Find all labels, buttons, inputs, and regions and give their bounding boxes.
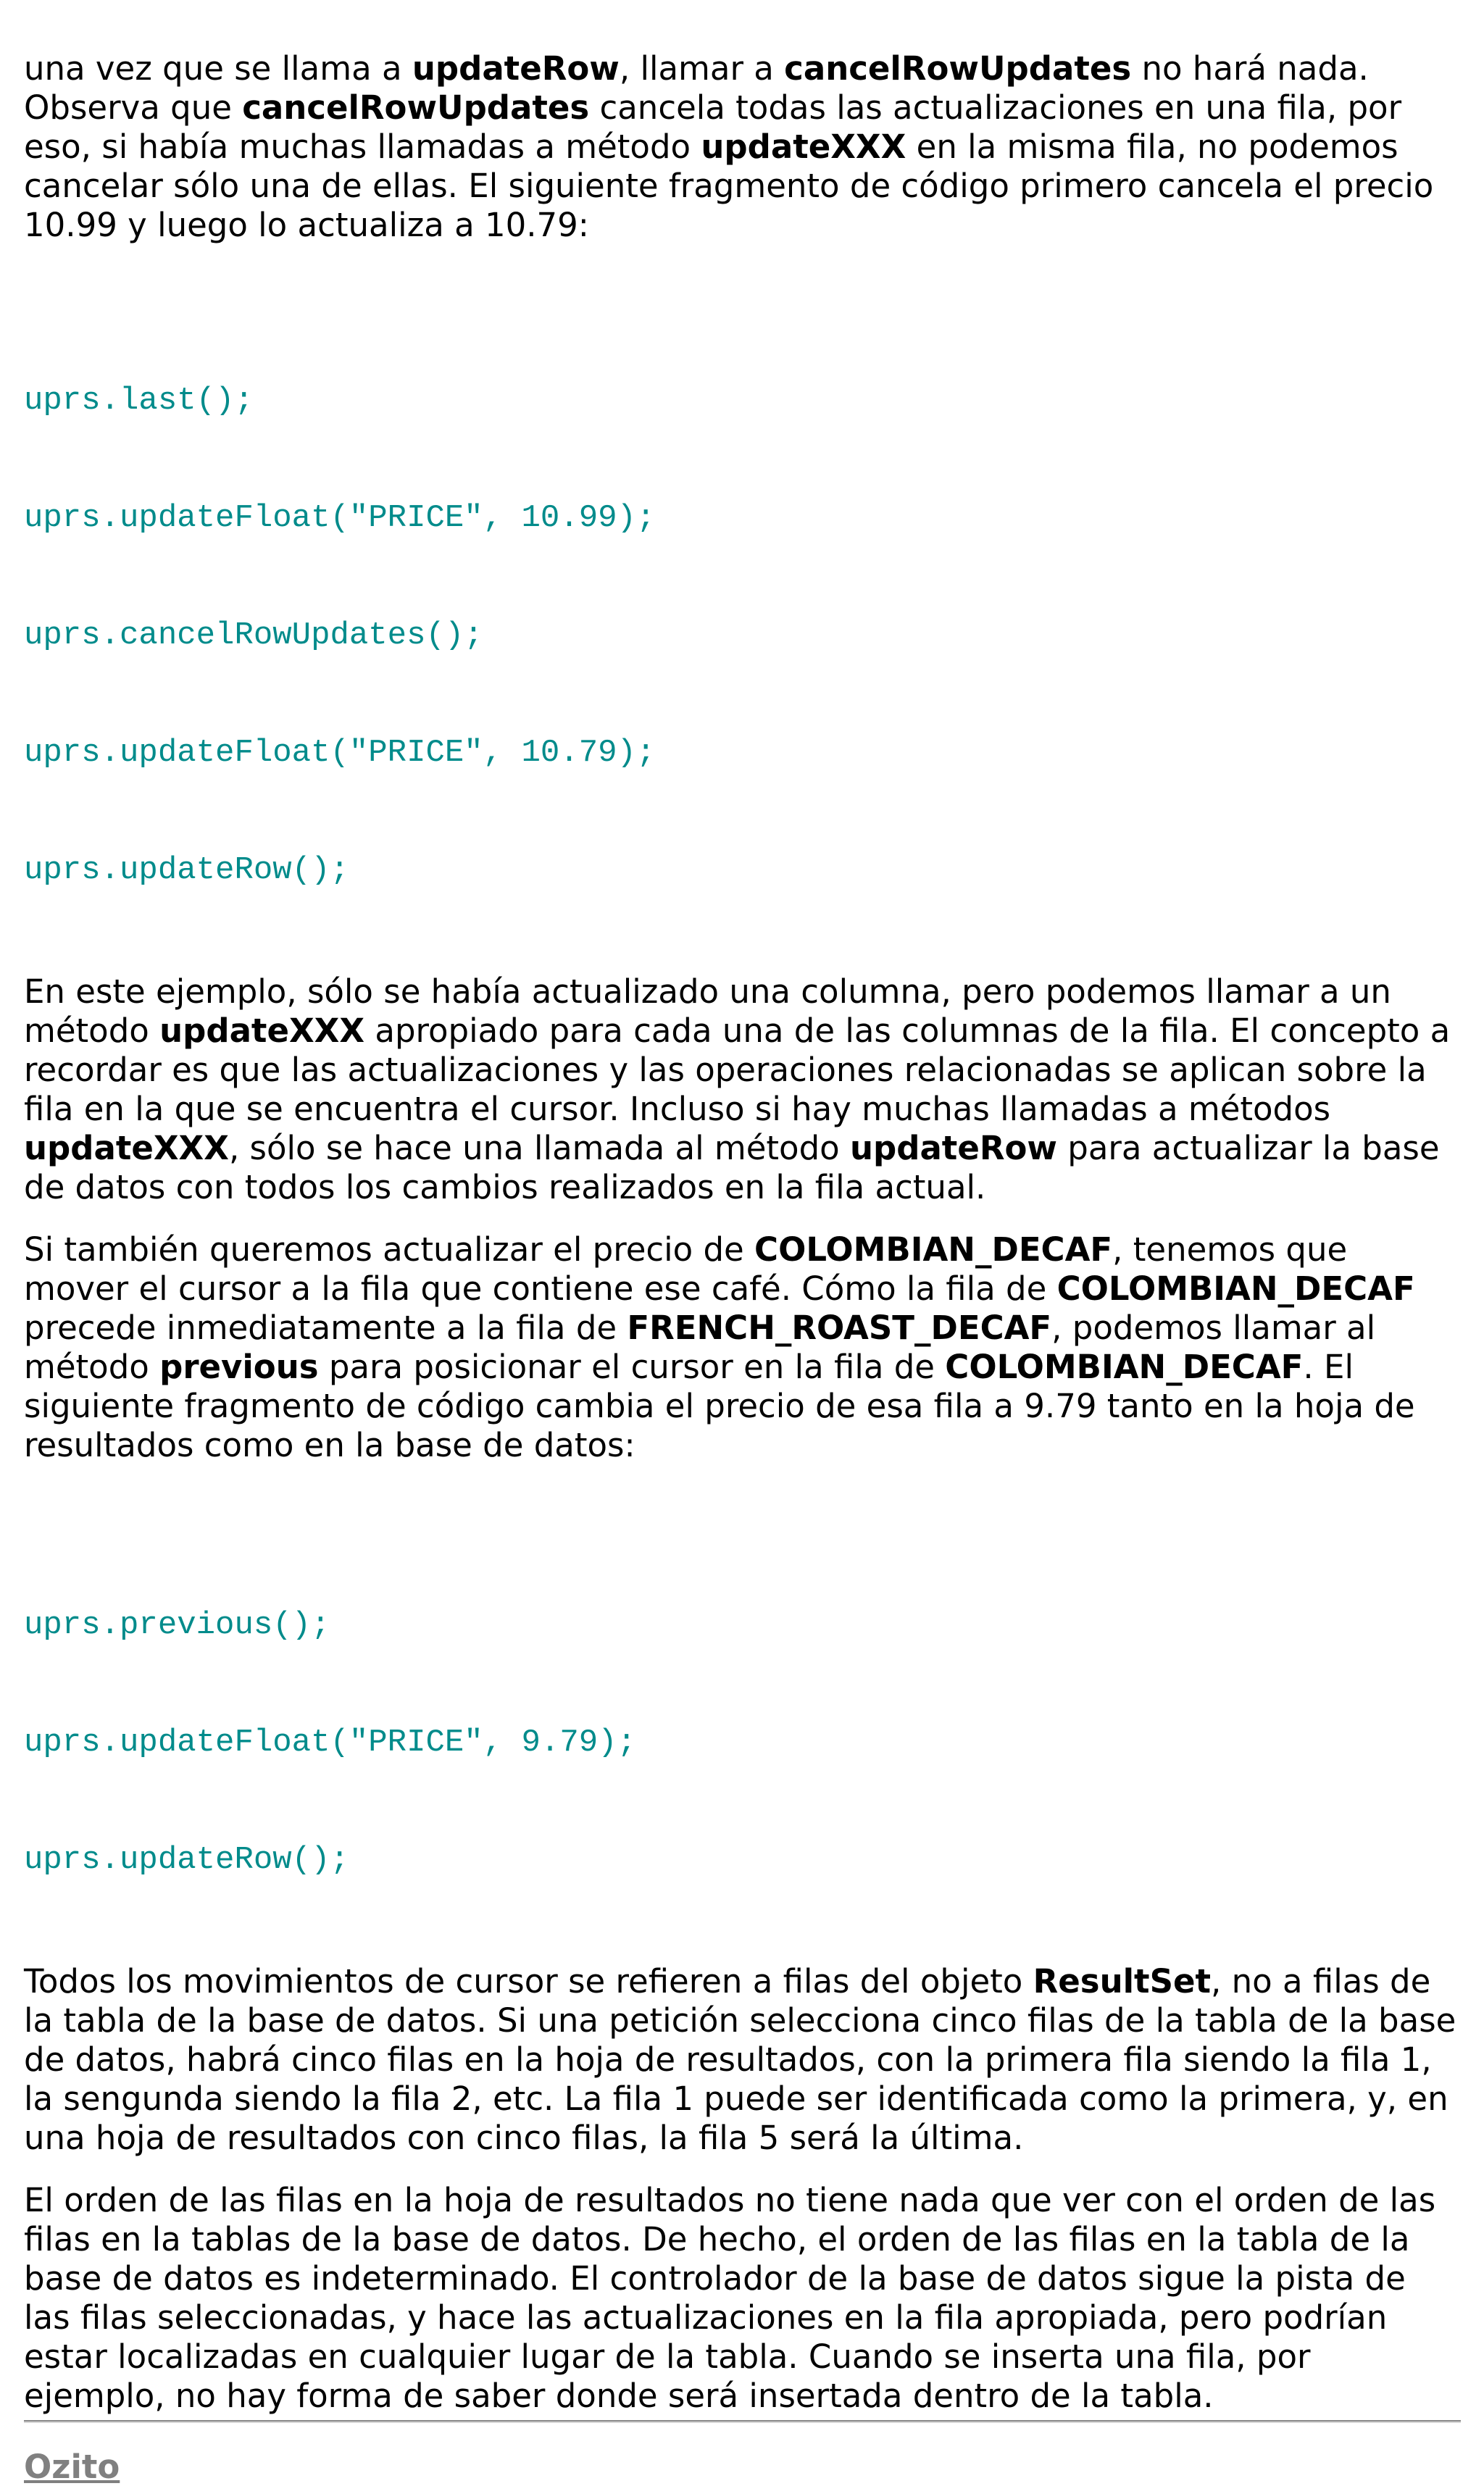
- text-run: El orden de las filas en la hoja de resultados no tiene nada que ver con el orden de las filas en la tablas de la base de datos. De hecho, el orden de las filas en la tabla de la base de datos es indeterminado. El controlador de la base de datos sigue la pista de las filas seleccionadas, y hace las actualizaciones en la fila apropiada, pero podrían estar localizadas en cualquier lugar de la tabla. Cuando se inserta una fila, por ejemplo, no hay forma de saber donde será insertada dentro de la tabla.: [24, 2181, 1436, 2415]
- text-run: precede inmediatamente a la fila de: [24, 1309, 628, 1347]
- ozito-link[interactable]: Ozito: [24, 2448, 120, 2486]
- text-run: no hará nada. Observa que: [24, 49, 1369, 127]
- bold-term: previous: [159, 1348, 319, 1386]
- code-line: uprs.last();: [24, 383, 254, 419]
- paragraph-update-example: [24, 972, 1461, 1207]
- bold-term: COLOMBIAN_DECAF: [754, 1230, 1113, 1269]
- text-run: para actualizar la base de datos con todos los cambios realizados en la fila actual.: [24, 1129, 1440, 1206]
- bold-term: cancelRowUpdates: [784, 49, 1132, 88]
- code-line: uprs.updateFloat("PRICE", 10.79);: [24, 735, 656, 771]
- bold-term: updateRow: [849, 1129, 1057, 1167]
- text-run: , tenemos que mover el cursor a la fila que contiene ese café. Cómo la fila de: [24, 1230, 1348, 1308]
- text-run: Si también queremos actualizar el precio de: [24, 1230, 755, 1269]
- text-run: , sólo se hace una llamada al método: [228, 1129, 850, 1167]
- text-run: , llamar a: [619, 49, 785, 88]
- code-line: uprs.previous();: [24, 1607, 330, 1643]
- text-run: En este ejemplo, sólo se había actualizado una columna, pero podemos llamar a un método: [24, 972, 1391, 1050]
- bold-term: FRENCH_ROAST_DECAF: [627, 1309, 1052, 1347]
- text-run: en la misma fila, no podemos cancelar sólo una de ellas. El siguiente fragmento de código primero cancela el precio 10.99 y luego lo actualiza a 10.79:: [24, 128, 1434, 244]
- text-run: , podemos llamar al método: [24, 1309, 1376, 1386]
- bold-term: COLOMBIAN_DECAF: [945, 1348, 1304, 1386]
- paragraph-cursor-movements: [24, 1962, 1461, 2158]
- text-run: , no a filas de la tabla de la base de datos. Si una petición selecciona cinco filas de la tabla de la base de datos, habrá cinco filas en la hoja de resultados, con la primera fila siendo la fila 1, la sengunda siendo la fila 2, etc. La fila 1 puede ser identificada como la primera, y, en una hoja de resultados con cinco filas, la fila 5 será la última.: [24, 1962, 1456, 2157]
- code-line: uprs.cancelRowUpdates();: [24, 617, 483, 654]
- code-line: uprs.updateFloat("PRICE", 10.99);: [24, 500, 656, 536]
- bold-term: COLOMBIAN_DECAF: [1056, 1269, 1415, 1308]
- bold-term: updateXXX: [159, 1011, 365, 1050]
- code-line: uprs.updateRow();: [24, 1842, 349, 1878]
- paragraph-colombian-decaf: [24, 1230, 1461, 1465]
- paragraph-cancel-row-updates: [24, 49, 1461, 245]
- horizontal-rule: [24, 2420, 1461, 2423]
- bold-term: updateRow: [412, 49, 620, 88]
- text-run: cancela todas las actualizaciones en una fila, por eso, si había muchas llamadas a método: [24, 88, 1402, 166]
- text-run: apropiado para cada una de las columnas de la fila. El concepto a recordar es que las actualizaciones y las operaciones relacionadas se aplican sobre la fila en la que se encuentra el cursor. Incluso si hay muchas llamadas a métodos: [24, 1011, 1451, 1128]
- text-run: una vez que se llama a: [24, 49, 412, 88]
- code-line: uprs.updateRow();: [24, 852, 349, 888]
- text-run: para posicionar el cursor en la fila de: [318, 1348, 946, 1386]
- bold-term: cancelRowUpdates: [242, 88, 590, 127]
- bold-term: updateXXX: [24, 1129, 229, 1167]
- text-run: Todos los movimientos de cursor se refieren a filas del objeto: [24, 1962, 1033, 2001]
- bold-term: ResultSet: [1033, 1962, 1212, 2001]
- text-run: . El siguiente fragmento de código cambia el precio de esa fila a 9.79 tanto en la hoja de resultados como en la base de datos:: [24, 1348, 1415, 1464]
- paragraph-row-order: [24, 2181, 1461, 2416]
- code-block-2: [24, 1527, 1461, 1958]
- code-block-1: [24, 303, 1461, 968]
- bold-term: updateXXX: [701, 128, 906, 166]
- code-line: uprs.updateFloat("PRICE", 9.79);: [24, 1724, 636, 1761]
